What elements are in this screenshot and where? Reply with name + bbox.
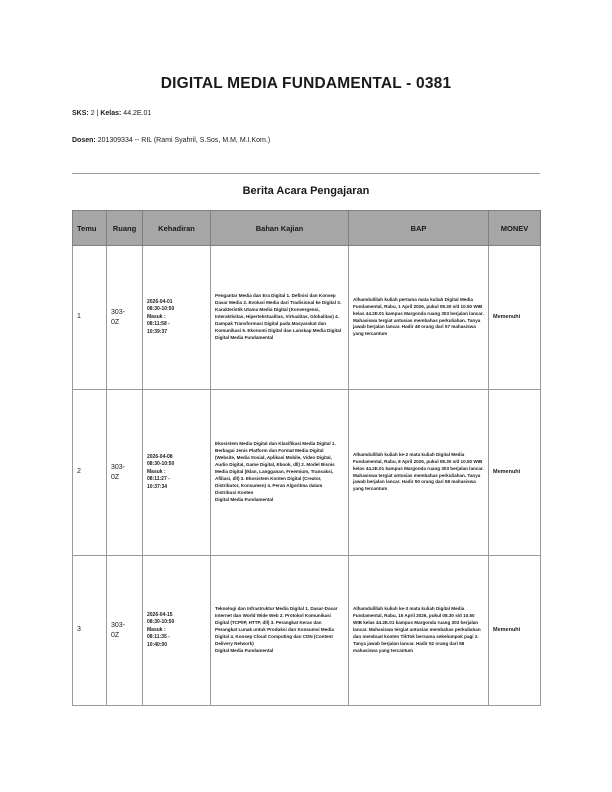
- cell-line: 08:30-10:50: [147, 306, 175, 313]
- cell-line: Masuk :: [147, 313, 166, 320]
- header-ruang: Ruang: [107, 211, 143, 246]
- cell-line: 10:40:00: [147, 641, 168, 648]
- divider: [72, 173, 540, 174]
- cell-line: 10:39:37: [147, 328, 168, 335]
- table-header-row: [73, 211, 541, 246]
- cell-line: 08:11:58 -: [147, 321, 170, 328]
- cell-line: 303-: [111, 463, 126, 471]
- cell-bap: Alhamdulillah kuliah ke-2 mata kuliah Digital Media Fundamental, Rabu, 8 April 2026, pukul 08.30 s/d 10.50 WIB kelas 44.2E.01 kampus Margonda ruang 303 berjalan lancar. Mahasiswa tergiat antusias membahas perkuliahan. Tanya jawab berjalan lancar. Hadir 50 orang dari 58 mahasiswa yang tercantum: [349, 390, 489, 556]
- cell-line: 08:11:35 -: [147, 634, 170, 641]
- cell-ruang: [107, 556, 143, 706]
- cell-monev: Memenuhi: [489, 246, 541, 390]
- cell-temu: 2: [73, 390, 107, 556]
- cell-line: 2026-04-08: [147, 453, 173, 460]
- cell-bap: Alhamdulillah kuliah pertama mata kuliah Digital Media Fundamental, Rabu, 1 April 2026, pukul 08.30 s/d 10.50 WIB kelas 44.2E.01 kampus Margonda ruang 303 berjalan lancar. Mahasiswa tergiat antusias membahas perkuliahan. Tanya jawab berjalan lancar. Hadir 48 orang dari 57 mahasiswa yang tercantum: [349, 246, 489, 390]
- cell-line: Pengantar Media dan Era Digital 1. Definisi dan Konsep Dasar Media 2. Evolusi Media dari Tradisional ke Digital 3. Karakteristik Utama Media Digital (Konvergensi, Interaktivitas, Hipertekstualitas, Virtualitas, Globalitas) 4. Dampak Transformasi Digital pada Masyarakat dan Komunikasi 5. Ekonomi Digital dan Lanskap Media Digital: [215, 293, 342, 333]
- header-kehadiran: Kehadiran: [143, 211, 211, 246]
- kelas-value: 44.2E.01: [123, 110, 152, 117]
- cell-monev: Memenuhi: [489, 556, 541, 706]
- separator: |: [96, 110, 99, 117]
- teaching-record-table: [72, 210, 541, 706]
- cell-line: Masuk :: [147, 626, 166, 633]
- header-monev: MONEV: [489, 211, 541, 246]
- header-bap: BAP: [349, 211, 489, 246]
- sks-value: 2: [90, 110, 95, 117]
- cell-monev: Memenuhi: [489, 390, 541, 556]
- document-title: DIGITAL MEDIA FUNDAMENTAL - 0381: [160, 75, 452, 92]
- lecturer-info: [72, 137, 270, 144]
- cell-temu: 1: [73, 246, 107, 390]
- cell-line: Digital Media Fundamental: [215, 334, 274, 340]
- cell-line: Masuk :: [147, 468, 166, 475]
- cell-kehadiran: [143, 556, 211, 706]
- cell-ruang: [107, 246, 143, 390]
- cell-line: 303-: [111, 621, 126, 629]
- cell-line: 2026-04-01: [147, 298, 173, 305]
- cell-bahan-kajian: [211, 246, 349, 390]
- cell-line: 2026-04-15: [147, 611, 173, 618]
- cell-line: 10:37:34: [147, 483, 168, 490]
- cell-line: 08:30-10:50: [147, 619, 175, 626]
- cell-bahan-kajian: [211, 556, 349, 706]
- section-title: Berita Acara Pengajaran: [242, 185, 370, 197]
- table-row: [73, 556, 541, 706]
- header-bahan-kajian: Bahan Kajian: [211, 211, 349, 246]
- cell-temu: 3: [73, 556, 107, 706]
- cell-kehadiran: [143, 390, 211, 556]
- cell-line: 08:11:27 -: [147, 476, 170, 483]
- cell-line: Digital Media Fundamental: [215, 496, 274, 502]
- cell-line: Digital Media Fundamental: [215, 647, 274, 653]
- cell-line: 0Z: [111, 631, 120, 639]
- dosen-label: Dosen:: [72, 137, 96, 144]
- table-row: [73, 390, 541, 556]
- dosen-value: 201309334 -- RIL (Rami Syahril, S.Sos, M.M, M.I.Kom.): [97, 137, 271, 144]
- table-row: [73, 246, 541, 390]
- sks-label: SKS:: [72, 110, 89, 117]
- cell-ruang: [107, 390, 143, 556]
- cell-line: 0Z: [111, 318, 120, 326]
- cell-line: 303-: [111, 308, 126, 316]
- kelas-label: Kelas:: [100, 110, 122, 117]
- cell-kehadiran: [143, 246, 211, 390]
- cell-line: 08:30-10:50: [147, 461, 175, 468]
- header-temu: Temu: [73, 211, 107, 246]
- cell-line: Ekosistem Media Digital dan Klasifikasi Media Digital 1. Berbagai Jenis Platform dan Format Media Digital (Website, Media Sosial, Aplikasi Mobile, Video Digital, Audio Digital, Game Digital, Ebook, dll) 2. Model Bisnis Media Digital (Iklan, Langganan, Freemium, Transaksi, Afiliasi, dll) 3. Ekosistem Konten Digital (Creator, Distributor, Konsumen) 4. Peran Algoritma dalam Distribusi Konten: [215, 441, 336, 495]
- cell-bap: Alhamdulillah kuliah ke-3 mata kuliah Digital Media Fundamental, Rabu, 15 April 2026, pukul 08.30 s/d 10.50 WIB kelas 44.2E.01 kampus Margonda ruang 303 berjalan lancar. Mahasiswa tergiat antusias membahas perkuliahan dan membuat konten TikTok bersama sekelompok pagi 2. Tanya jawab berjalan lancar. Hadir 52 orang dari 58 mahasiswa yang tercantum: [349, 556, 489, 706]
- cell-line: Teknologi dan Infrastruktur Media Digital 1. Dasar-Dasar Internet dan World Wide Web 2. Protokol Komunikasi Digital (TCP/IP, HTTP, dll) 3. Perangkat Keras dan Perangkat Lunak untuk Produksi dan Konsumsi Media Digital 4. Konsep Cloud Computing dan CDN (Content Delivery Network): [215, 606, 338, 646]
- cell-bahan-kajian: [211, 390, 349, 556]
- cell-line: 0Z: [111, 473, 120, 481]
- course-info: [72, 110, 151, 117]
